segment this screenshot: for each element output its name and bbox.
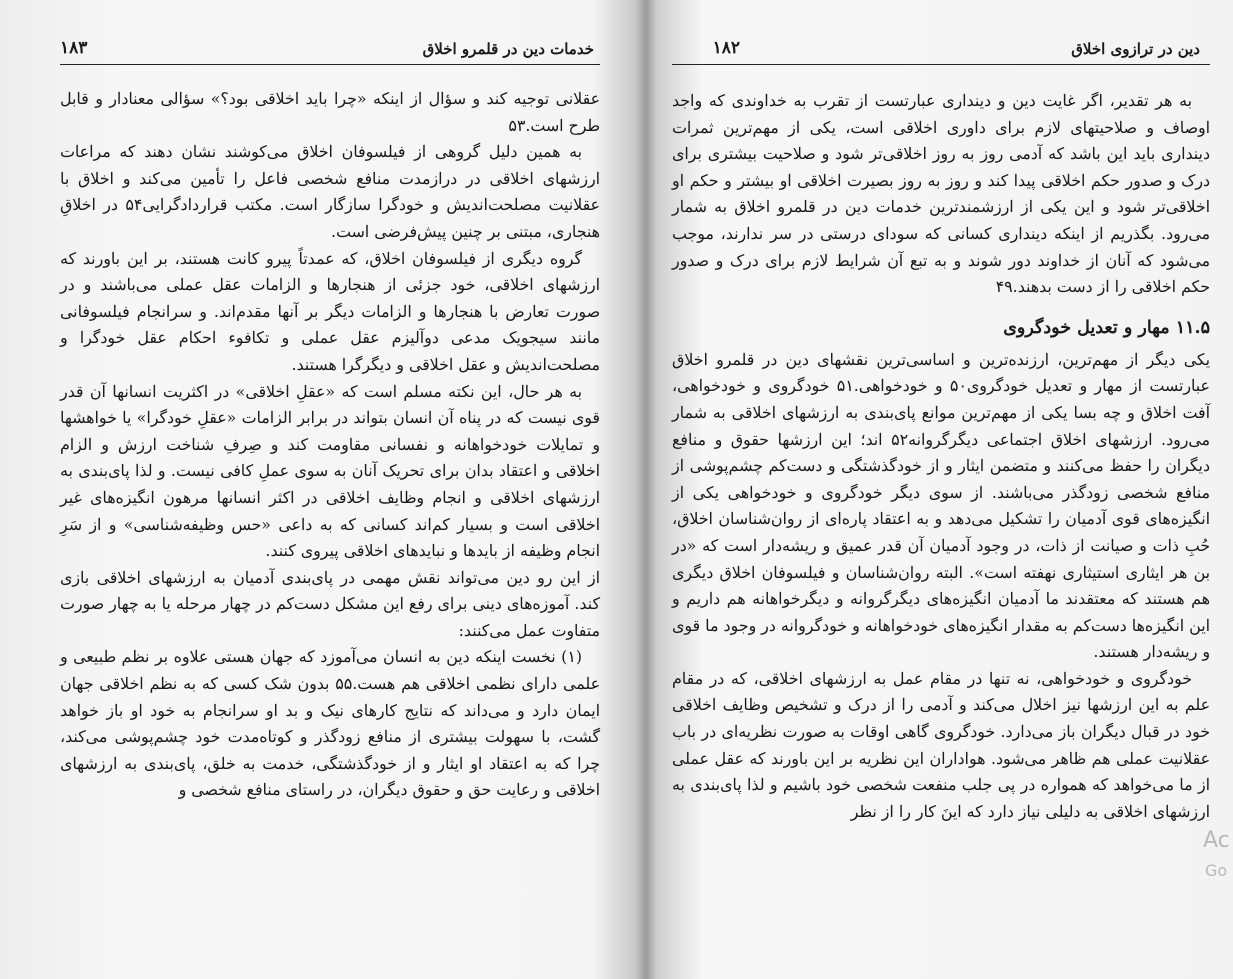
- left-running-head: [60, 36, 600, 65]
- paragraph: (۱) نخست اینکه دین به انسان می‌آموزد که جهان هستی علاوه بر نظم طبیعی و علمی دارای نظمی اخلاقی هم هست.۵۵ بدون شک کسی که به نظم اخلاقی جهان ایمان دارد و می‌داند که نتایج کارهای نیک و بد او سرانجام به خود او باز خواهد گشت، با سهولت بیشتری از منافع زودگذر و کوتاه‌مدت خود چشم‌پوشی می‌کند، چرا که به اعتقاد او ایثار و از خودگذشتگی، خدمت به خلق، پای‌بندی به ارزشهای اخلاقی و رعایت حق و حقوق دیگران، در راستای منافع شخصی و: [60, 647, 600, 800]
- paragraph: به هر حال، این نکته مسلم است که «عقلِ اخلاقی» در اکثریت انسانها آن قدر قوی نیست که در پناه آن انسان بتواند در برابر الزامات «عقلِ خودگرا» یا خواهشها و تمایلات خودخواهانه و نفسانی مقاومت کند و صِرفِ شناخت ارزش و الزام اخلاقی و اعتقاد بدان برای تحریک آنان به سوی عملِ کافی نیست. و لذا پای‌بندی به ارزشهای اخلاقی و انجام وظایف اخلاقی در اکثر انسانها مرهون انگیزه‌های غیر اخلاقی است و بسیار کم‌اند کسانی که به داعی «حس وظیفه‌شناسی» و از سَرِ انجام وظیفه از بایدها و نبایدهای اخلاقی پیروی کنند.: [60, 381, 600, 561]
- right-body-text: [672, 88, 1210, 825]
- activation-watermark: [1203, 826, 1230, 886]
- right-page: [672, 0, 1210, 979]
- right-page-number: ۱۸۲: [712, 38, 740, 58]
- watermark-line-2: Go: [1205, 861, 1228, 880]
- left-running-title: خدمات دین در قلمرو اخلاق: [422, 40, 594, 58]
- watermark-line-1: Ac: [1203, 828, 1230, 853]
- left-page-number: ۱۸۳: [60, 38, 88, 58]
- section-heading: ۱۱.۵ مهار و تعدیل خودگروی: [1003, 317, 1210, 338]
- right-running-title: دین در ترازوی اخلاق: [1071, 40, 1200, 58]
- left-page: [60, 0, 600, 979]
- left-body-text: [60, 86, 600, 804]
- paragraph: از این رو دین می‌تواند نقش مهمی در پای‌بندی آدمیان به ارزشهای اخلاقی بازی کند. آموزه‌های دینی برای رفع این مشکل دست‌کم در چهار مرحله یا به چهار صورت متفاوت عمل می‌کنند:: [60, 567, 600, 640]
- paragraph: به همین دلیل گروهی از فیلسوفان اخلاق می‌کوشند نشان دهند که مراعات ارزشهای اخلاقی در درازمدت منافع شخصی فاعل را تأمین می‌کند و اخلاق با عقلانیت مصلحت‌اندیش و خودگرا سازگار است. مکتب قراردادگرایی۵۴ در اخلاقِ هنجاری، مبتنی بر چنین پیش‌فرضی است.: [60, 142, 600, 241]
- paragraph: عقلانی توجیه کند و سؤال از اینکه «چرا باید اخلاقی بود؟» سؤالی معنادار و قابل طرح است.۵۳: [60, 89, 600, 135]
- paragraph: خودگروی و خودخواهی، نه تنها در مقام عمل به ارزشهای اخلاقی، که در مقام علم به این ارزشها نیز اخلال می‌کند و آدمی را از درک و تشخیص وظایف اخلاقی خود در قبال دیگران باز می‌دارد. خودگروی گاهی اوقات به صورت نظریه‌ای در باب عقلانیت عملی هم ظاهر می‌شود. هواداران این نظریه بر این باورند که عقل عملی از ما می‌خواهد که همواره در پی جلب منفعت شخصی خود باشیم و لذا پای‌بندی به ارزشهای اخلاقی به دلیلی نیاز دارد که اینَ کار را از نظر: [672, 668, 1210, 821]
- paragraph: به هر تقدیر، اگر غایت دین و دینداری عبارتست از تقرب به خداوندی که واجد اوصاف و صلاحیتهای لازم برای داوری اخلاقی است، یکی از مهم‌ترین ثمرات دینداری باید این باشد که آدمی روز به روز اخلاقی‌تر شود و صلاحیت بیشتری برای درک و صدور حکم اخلاقی پیدا کند و روز به روز بصیرت اخلاقی او بیشتر و حکم او اخلاقی‌تر شود و این یکی از ارزشمندترین خدمات دین در قلمرو اخلاق به شمار می‌رود. بگذریم از اینکه دینداری کسانی که سودای درستی در سر ندارند، موجب می‌شود که آنان از خداوند دور شوند و به تبع آن شرایط لازم برای درک و صدور حکم اخلاقی را از دست بدهند.۴۹: [672, 91, 1210, 297]
- paragraph: یکی دیگر از مهم‌ترین، ارزنده‌ترین و اساسی‌ترین نقشهای دین در قلمرو اخلاق عبارتست از مهار و تعدیل خودگروی۵۰ و خودخواهی.۵۱ خودگروی و خودخواهی، آفت اخلاق و چه بسا یکی از مهم‌ترین موانع پای‌بندی به ارزشهای اخلاقی به شمار می‌رود. ارزشهای اخلاق اجتماعی دیگرگروانه۵۲ اند؛ این ارزشها حقوق و منافع دیگران را حفظ می‌کنند و متضمن ایثار و از خودگذشتگی و دست‌کم چشم‌پوشی از منافع شخصی زودگذر می‌باشند. از سوی دیگر خودگروی و خودخواهی یکی از انگیزه‌های قوی آدمیان را تشکیل می‌دهد و به اعتقاد پاره‌ای از روان‌شناسان اخلاق، حُبِ ذات و صیانت از ذات، در وجود آدمیان آن قدر عمیق و ریشه‌دار است که «در بن هر ایثاری استیثاری نهفته است». البته روان‌شناسان و فیلسوفان اخلاق دیگری هم هستند که معتقدند ما آدمیان انگیزه‌های دیگرگروانه و دیگرخواهانه هم داریم و این انگیزه‌ها دست‌کم به مقدار انگیزه‌های خودخواهانه و خودگروانه در وجود ما قوی و ریشه‌دار هستند.: [672, 349, 1210, 662]
- right-running-head: [672, 36, 1210, 65]
- paragraph: گروه دیگری از فیلسوفان اخلاق، که عمدتاً پیرو کانت هستند، بر این باورند که ارزشهای اخلاقی، خود جزئی از هنجارها و الزامات عقل عملی می‌باشند و در صورت تعارض با هنجارها و الزامات دیگر بر آنها مقدم‌اند. و سرانجام فیلسوفانی مانند سیجویک مدعی دوآلیزم عقل عملی و تکافوء احکام عقل خودگرا و مصلحت‌اندیش و عقل اخلاقی و دیگرگرا هستند.: [60, 248, 600, 374]
